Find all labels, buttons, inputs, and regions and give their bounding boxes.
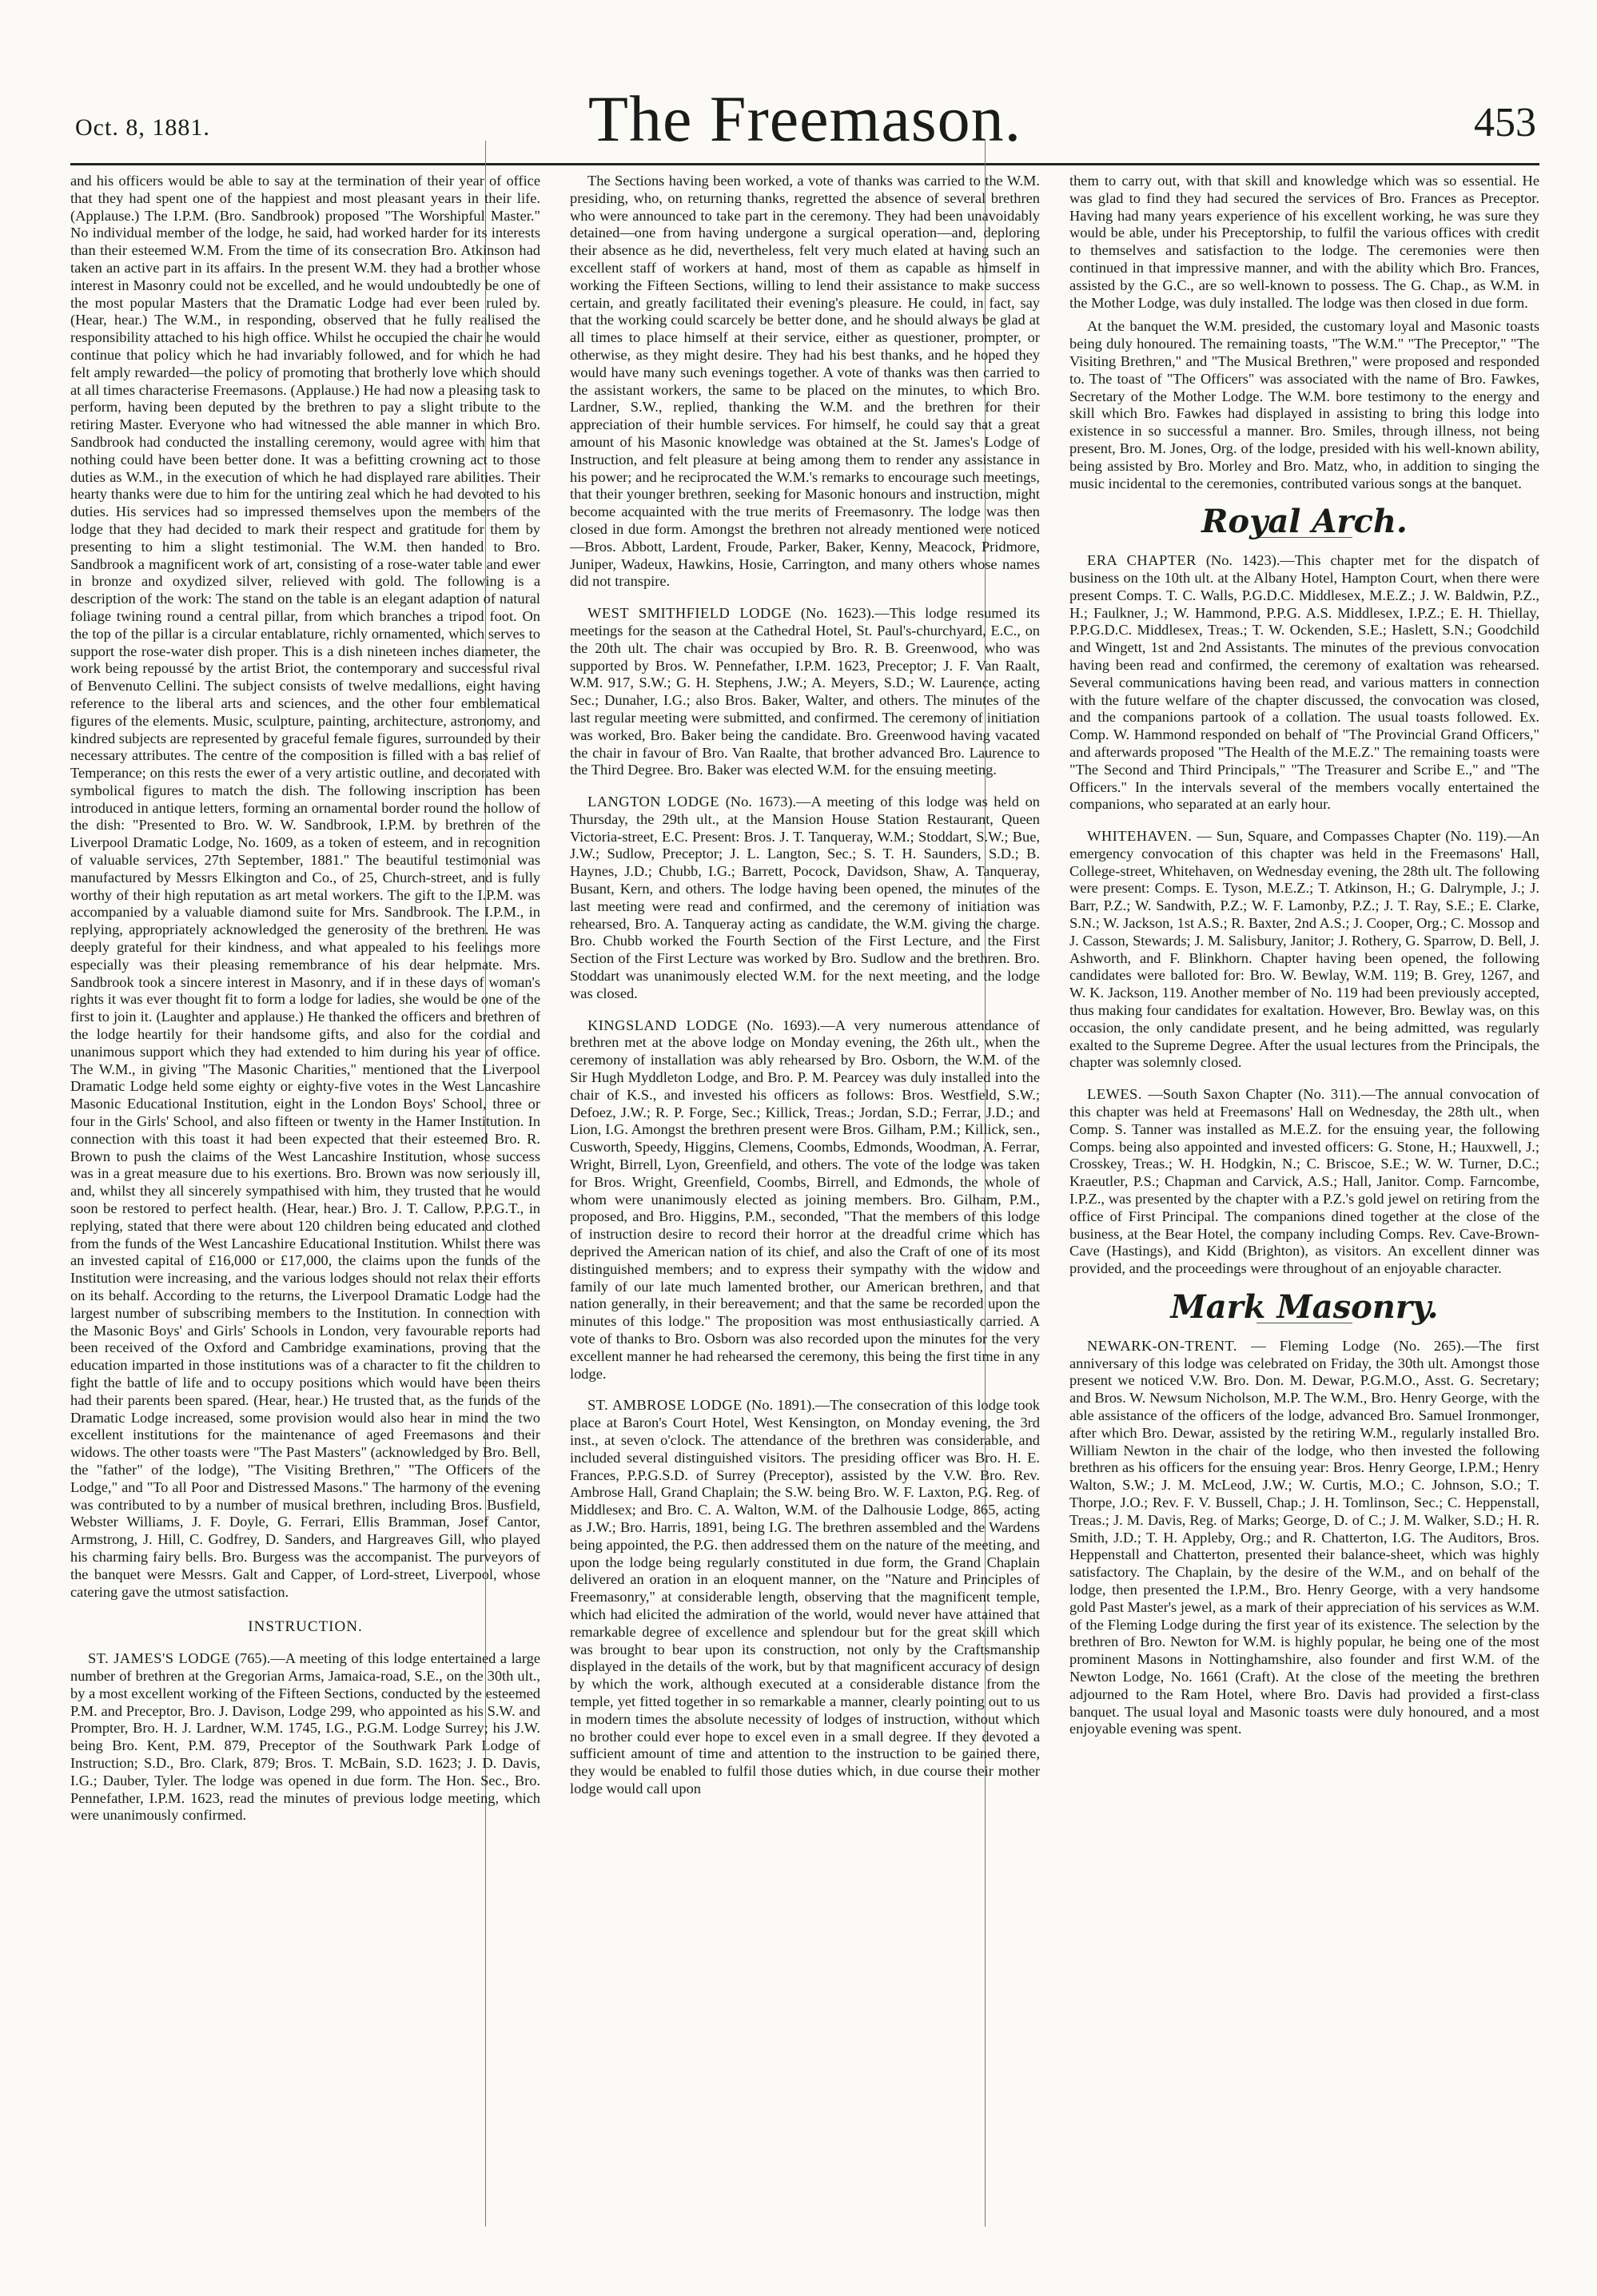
lodge-report [570, 794, 1040, 1003]
section-heading-mark-masonry: Mark Masonry. [1170, 1288, 1439, 1327]
column-1 [70, 173, 540, 2258]
article-paragraph: At the banquet the W.M. presided, the customary loyal and Masonic toasts being duly honoured. The remaining toasts, "The W.M." "The Preceptor," "The Visiting Brethren," and "The Musical Brethren," were proposed and responded to. The toast of "The Officers" was associated with the name of Bro. Fawkes, Secretary of the Mother Lodge. The W.M. bore testimony to the energy and skill which Bro. Fawkes had displayed in assisting to bring this lodge into existence in so successful a manner. Bro. Smiles, through illness, not being present, Bro. M. Jones, Org. of the lodge, presided with his well-known ability, being assisted by Bro. Morley and Bro. Matz, who, in addition to singing the music incidental to the ceremonies, contributed various songs at the banquet. [1069, 318, 1539, 491]
lodge-text: — Fleming Lodge (No. 265).—The first anniversary of this lodge was celebrated on Friday, the 30th ult. Amongst those present we noticed V.W. Bro. Don. M. Dewar, P.G.M.O., Asst. G. Secretary; and Bros. W. Newsum Nicholson, M.P. The W.M., Bro. Henry George, with the able assistance of the officers of the lodge, advanced Bro. Samuel Ironmonger, after which Bro. Dewar, assisted by the retiring W.M., regularly installed Bro. William Newton in the chair of the lodge, who then invested the following brethren as his officers for the ensuing year: Bros. Henry George, I.P.M.; Henry Walton, S.W.; J. M. McLeod, J.W.; W. Curtis, M.O.; C. Johnson, S.O.; T. Thorpe, J.O.; Rev. F. V. Bussell, Chap.; J. H. Tomlinson, Sec.; C. Heppenstall, Treas.; J. M. Davis, Reg. of Marks; George, D. of C.; J. M. Walker, S.D.; H. R. Smith, J.D.; T. H. Appleby, Org.; and R. Chatterton, I.G. The Auditors, Bros. Heppenstall and Chatterton, presented their balance-sheet, which was highly satisfactory. The Chaplain, by the desire of the W.M., and on behalf of the lodge, then presented the I.P.M., Bro. Henry George, with a very handsome gold Past Master's jewel, as a mark of their appreciation of his services as W.M. of the Fleming Lodge during the first year of its existence. The selection by the brethren of Bro. Newton for W.M. is highly popular, he being one of the most prominent Masons in Nottinghamshire, also founder and first W.M. of the Newton Lodge, No. 1661 (Craft). At the close of the meeting the brethren adjourned to the Ram Hotel, where Bro. Davis had provided a first-class banquet. The usual loyal and Masonic toasts were duly honoured, and a most enjoyable evening was spent. [1069, 1337, 1539, 1737]
lodge-name: ST. JAMES'S LODGE [88, 1650, 231, 1667]
masthead [70, 32, 1539, 155]
lodge-text: (No. 1891).—The consecration of this lodge took place at Baron's Court Hotel, West Kensington, on Monday evening, the 3rd inst., at seven o'clock. The attendance of the brethren was considerable, and included several distinguished visitors. The presiding officer was Bro. H. E. Frances, P.P.G.S.D. of Surrey (Preceptor), assisted by the V.W. Bro. Rev. Ambrose Hall, Grand Chaplain; the S.W. being Bro. W. F. Laxton, P.G. Reg. of Middlesex; and Bro. C. A. Walton, W.M. of the Dalhousie Lodge, 865, acting as J.W.; Bro. Harris, 1891, being I.G. The brethren assembled and the Wardens being appointed, the P.G. then addressed them on the nature of the meeting, and upon the lodge being regularly constituted in due form, the Grand Chaplain delivered an oration in an eloquent manner, on the "Nature and Principles of Freemasonry," at considerable length, observing that the magnificent temple, which had elicited the admiration of the world, would never have attained that remarkable degree of excellence and splendour but for the great skill which was brought to bear upon its construction, not only by the Craftsmanship displayed in the details of the work, but by that magnificent accuracy of design by which the work, although executed at a considerable distance from the temple, yet fitted together in so remarkable a manner, clearly pointing out to us in modern times the absolute necessity of lodges of instruction, without which no brother could ever hope to excel even in a small degree. If they devoted a sufficient amount of time and attention to the instruction to be gained there, they would be enabled to fulfil those duties which, in due course their mother lodge would call upon [570, 1397, 1040, 1797]
article-paragraph: and his officers would be able to say at the termination of their year of office that they had spent one of the happiest and most pleasant years in their life. (Applause.) The I.P.M. (Bro. Sandbrook) proposed "The Worshipful Master." No individual member of the lodge, he said, had worked harder for its interests than their esteemed W.M. From the time of its consecration Bro. Atkinson had taken an active part in its affairs. In the present W.M. they had a brother whose interest in Masonry could not be excelled, and he would undoubtedly be one of the most popular Masters that the Dramatic Lodge had ever been ruled by. (Hear, hear.) The W.M., in responding, observed that he fully realised the responsibility attached to his high office. Whilst he occupied the chair he would continue that policy which he had invariably followed, and for which he had felt amply rewarded—the policy of promoting that brotherly love which should at all times characterise Freemasons. (Applause.) He had now a pleasing task to perform, having been deputed by the brethren to pay a slight tribute to the retiring Master. Everyone who had witnessed the able manner in which Bro. Sandbrook had conducted the installing ceremony, would agree with him that nothing could have been better done. It was a befitting crowning act to those duties as W.M., in the execution of which he had displayed rare abilities. Their hearty thanks were due to him for the untiring zeal which he had devoted to his duties. His services had so impressed themselves upon the members of the lodge that they had decided to mark their respect and gratitude for them by presenting to him a slight testimonial. The W.M. then handed to Bro. Sandbrook a magnificent work of art, consisting of a rose-water table and ewer in bronze and oxydized silver, relieved with gold. The following is a description of the work: The stand on the table is an elegant adaption of natural foliage twining round a central pillar, from which branches a tripod foot. On the top of the pillar is a circular entablature, richly ornamented, which serves to support the rose-water dish proper. This is a dish nineteen inches diameter, the work being repoussé by the artist Briot, the contemporary and successful rival of Benvenuto Cellini. The subject consists of twelve medallions, eight having reference to the liberal arts and sciences, and the other four emblematical figures of the elements. Music, sculpture, painting, architecture, astronomy, and kindred subjects are represented by graceful female figures, surrounded by their necessary attributes. The centre of the composition is filled with a bas relief of Temperance; on this rests the ewer of a very artistic outline, and decorated with symbolical figures to match the dish. The following inscription has been introduced in antique letters, forming an ornamental border round the hollow of the dish: "Presented to Bro. W. W. Sandbrook, I.P.M. by brethren of the Liverpool Dramatic Lodge, No. 1609, as a token of esteem, and in recognition of valuable services, 27th September, 1881." The beautiful testimonial was manufactured by Messrs Elkington and Co., of 25, Church-street, and is fully worthy of their high reputation as art metal workers. The gift to the I.P.M. was accompanied by a valuable diamond suite for Mrs. Sandbrook. The I.P.M., in replying, appropriately acknowledged the generosity of the brethren. He was deeply grateful for their kindness, and what appealed to his feelings more especially was their pleasing remembrance of his dear helpmate. Mrs. Sandbrook took a sincere interest in Masonry, and if in these days of woman's rights it was ever thought fit to form a lodge for ladies, she would be one of the first to join it. (Laughter and applause.) He thanked the officers and brethren of the lodge heartily for their handsome gifts, and also for the cordial and unanimous support which they had extended to him during his year of office. The W.M., in giving "The Masonic Charities," mentioned that the Liverpool Dramatic Lodge held some eighty or eighty-five votes in the West Lancashire Masonic Educational Institution, eight in the London Boys' School, three or four in the Girls' School, and also fifteen or twenty in the Hamer Institution. In connection with this toast it had been expected that their esteemed Bro. R. Brown to push the claims of the West Lancashire Institution, whose success was in a great measure due to his exertions. Bro. Brown was now seriously ill, and, whilst they all sincerely sympathised with him, they trusted that he would soon be restored to perfect health. (Hear, hear.) Bro. J. T. Callow, P.P.G.T., in replying, stated that there were about 120 children being educated and clothed from the funds of the West Lancashire Educational Institution. Whilst there was an invested capital of £16,000 or £17,000, the claims upon the funds of the Institution were increasing, and the various lodges should not relax their efforts on its behalf. According to the returns, the Liverpool Dramatic Lodge had the largest number of subscribing members to the Institution. In connection with the Masonic Boys' and Girls' Schools in London, very favourable reports had been received of the Oxford and Cambridge examinations, proving that the education imparted in those institutions was of a character to fit the children to fight the battle of life and to occupy positions which would have been theirs had their parents been spared. (Hear, hear.) He trusted that, as the funds of the Dramatic Lodge increased, some provision would also hear in mind the two excellent institutions for the maintenance of aged Freemasons and their widows. The other toasts were "The Past Masters" (acknowledged by Bro. Bell, the "father" of the lodge), "The Visiting Brethren," "The Officers of the Lodge," and "To all Poor and Distressed Masons." The harmony of the evening was contributed to by a number of musical brethren, including Bros. Busfield, Webster Williams, J. F. Doyle, G. Ferrari, Ellis Bramman, Josef Cantor, Armstrong, J. Hill, C. Godfrey, D. Sanders, and Hargreaves Gill, who played his charming fairy bells. Bro. Burgess was the accompanist. The purveyors of the banquet were Messrs. Galt and Capper, of Lord-street, Liverpool, whose catering gave the utmost satisfaction. [70, 173, 540, 1600]
lodge-text: (No. 1693).—A very numerous attendance of brethren met at the above lodge on Monday evening, the 26th ult., when the ceremony of installation was ably rehearsed by Bro. Osborn, the W.M. of the Sir Hugh Myddleton Lodge, and Bro. P. M. Pearcey was duly installed into the chair of K.S., and invested his officers as follows: Bros. Westfield, S.W.; Defoez, J.W.; R. P. Forge, Sec.; Killick, Treas.; Jordan, S.D.; Ferrar, J.D.; and Lion, I.G. Amongst the brethren present were Bros. Gilham, P.M.; Killick, sen., Cusworth, Speedy, Higgins, Clemens, Coombs, Edmonds, Woodman, A. Ferrar, Wright, Birrell, Lyon, Greenfield, and others. The vote of the lodge was taken for Bros. Wright, Greenfield, Coombs, Birrell, and Edmonds, the whole of whom were unanimously elected as joining members. Bro. Gilham, P.M., proposed, and Bro. Higgins, P.M., seconded, "That the members of this lodge of instruction desire to record their horror at the dreadful crime which has deprived the American nation of its chief, and also the Craft of one of its most distinguished members; and to express their sympathy with the widow and family of our late much lamented brother, our American brethren, and that nation generally, in their bereavement; and that the same be recorded upon the minutes of this lodge." The proposition was most enthusiastically carried. A vote of thanks to Bro. Osborn was also recorded upon the minutes for the very excellent manner he had rehearsed the ceremony, this being the first time in any lodge. [570, 1017, 1040, 1382]
issue-date: Oct. 8, 1881. [75, 114, 210, 141]
chapter-name: WHITEHAVEN. [1087, 828, 1193, 845]
masthead-rule [70, 163, 1539, 165]
lodge-name: NEWARK-ON-TRENT. [1087, 1337, 1237, 1354]
chapter-report [1069, 828, 1539, 1072]
lodge-name: WEST SMITHFIELD LODGE [587, 605, 792, 622]
chapter-report [1069, 1086, 1539, 1278]
lodge-text: (765).—A meeting of this lodge entertained a large number of brethren at the Gregorian Arms, Jamaica-road, S.E., on the 30th ult., by a most excellent working of the Fifteen Sections, conducted by the esteemed P.M. and Preceptor, Bro. J. Davison, Lodge 299, who appointed as his S.W. and Prompter, Bro. H. J. Lardner, W.M. 1745, I.G., P.G.M. Lodge Surrey; his J.W. being Bro. Kent, P.M. 879, Preceptor of the Southwark Park Lodge of Instruction; S.D., Bro. Clark, 879; Bros. T. McBain, S.D. 1623; J. D. Davis, I.G.; Dauber, Tyler. The lodge was opened in due form. The Hon. Sec., Bro. Pennefather, I.P.M. 1623, read the minutes of previous lodge meeting, which were unanimously confirmed. [70, 1650, 540, 1824]
lodge-report [570, 605, 1040, 779]
lodge-text: (No. 1673).—A meeting of this lodge was held on Thursday, the 29th ult., at the Mansion House Station Restaurant, Queen Victoria-street, E.C. Present: Bros. J. T. Tanqueray, W.M.; Stoddart, S.W.; Bue, J.W.; Sudlow, Preceptor; J. L. Langton, Sec.; S. T. H. Saunders, S.D.; B. Haynes, J.D.; Chubb, I.G.; Barrett, Pocock, Davidson, Shaw, A. Tanqueray, Busant, Kern, and others. The lodge having been opened, the minutes of the last meeting were read and confirmed, and the ceremony of initiation was rehearsed, Bro. A. Tanqueray acting as candidate, the W.M. giving the charge. Bro. Chubb worked the Fourth Section of the First Lecture, and the First Section of the First Lecture was worked by Bro. Sudlow and the brethren. Bro. Stoddart was unanimously elected W.M. for the next meeting, and the lodge was closed. [570, 794, 1040, 1001]
chapter-text: —South Saxon Chapter (No. 311).—The annual convocation of this chapter was held at Freemasons' Hall on Wednesday, the 28th ult., when Comp. S. Tanner was installed as M.E.Z. for the ensuing year, the following Comps. being also appointed and invested officers: G. Stone, H.; Hauxwell, J.; Crosskey, Treas.; W. H. Hodgkin, N.; C. Briscoe, S.E.; W. W. Turner, D.C.; Kraeutler, P.S.; Chapman and Carvick, A.S.; Hall, Janitor. Comp. Farncombe, I.P.Z., was presented by the chapter with a P.Z.'s gold jewel on retiring from the office of First Principal. The companions dined together at the close of the business, at the Bear Hotel, the company including Comps. Rev. Cave-Brown-Cave (Hastings), and Kidd (Brighton), as visitors. An excellent dinner was provided, and the proceedings were throughout of an enjoyable character. [1069, 1086, 1539, 1277]
article-paragraph: them to carry out, with that skill and knowledge which was so essential. He was glad to find they had secured the services of Bro. Frances as Preceptor. Having had many years experience of his excellent working, he was sure they would be able, under his Preceptorship, to fulfil the various offices with credit to themselves and satisfaction to the lodge. The ceremonies were then continued in that impressive manner, and with the ability which Bro. Frances, assisted by the G.C., are so well-known to possess. The G. Chap., as W.M. in the Mother Lodge, was duly installed. The lodge was then closed in due form. [1069, 173, 1539, 311]
column-2 [570, 173, 1040, 2258]
lodge-name: LANGTON LODGE [587, 794, 720, 810]
chapter-name: LEWES. [1087, 1086, 1142, 1103]
article-columns [70, 173, 1539, 2258]
chapter-report [1069, 552, 1539, 814]
chapter-text: (No. 1423).—This chapter met for the dispatch of business on the 10th ult. at the Albany Hotel, Hampton Court, when there were present Comps. T. C. Walls, P.G.D.C. Middlesex, M.E.Z.; J. W. Baldwin, P.Z., H.; Faulkner, J.; W. Hammond, P.P.G. A.S. Middlesex, I.P.Z.; E. H. Thiellay, P.P.G.D.C. Middlesex, Treas.; T. W. Ockenden, S.E.; Haslett, S.N.; Goodchild and Wingett, 1st and 2nd Assistants. The minutes of the previous convocation having been read and confirmed, the ceremony of exaltation was rehearsed. Several communications having been read, and various matters in connection with the future welfare of the chapter discussed, the convocation was closed, and the companions partook of a collation. The usual toasts followed. Ex. Comp. W. Hammond responded on behalf of "The Provincial Grand Officers," and afterwards proposed "The Health of the M.E.Z." The remaining toasts were "The Second and Third Principals," "The Treasurer and Scribe E.," and "The Officers." In the intervals several of the members vocally entertained the companions, who separated at an early hour. [1069, 552, 1539, 813]
lodge-report [570, 1017, 1040, 1383]
lodge-name: KINGSLAND LODGE [587, 1017, 739, 1033]
lodge-report [570, 1397, 1040, 1797]
lodge-text: (No. 1623).—This lodge resumed its meetings for the season at the Cathedral Hotel, St. Paul's-churchyard, E.C., on the 20th ult. The chair was occupied by Bro. R. B. Greenwood, who was supported by Bros. W. Pennefather, I.P.M. 1623, Preceptor; J. F. Van Raalt, W.M. 917, S.W.; G. H. Stephens, J.W.; A. Meyers, S.D.; W. Laurence, acting Sec.; Dunaher, I.G.; also Bros. Baker, Walter, and others. The minutes of the last regular meeting were submitted, and confirmed. The ceremony of initiation was worked, Bro. Baker being the candidate. Bro. Greenwood having vacated the chair in favour of Bro. Van Raalte, that brother advanced Bro. Laurence to the Third Degree. Bro. Baker was elected W.M. for the ensuing meeting. [570, 605, 1040, 778]
lodge-name: ST. AMBROSE LODGE [587, 1397, 743, 1414]
newspaper-title: The Freemason. [587, 82, 1022, 155]
chapter-name: ERA CHAPTER [1087, 552, 1197, 569]
page-number: 453 [1474, 100, 1536, 145]
section-heading-royal-arch: Royal Arch. [1201, 503, 1408, 541]
article-paragraph: The Sections having been worked, a vote of thanks was carried to the W.M. presiding, who, on returning thanks, regretted the absence of several brethren who were announced to take part in the ceremony. They had been unavoidably detained—one from having undergone a surgical operation—and, deploring their absence as he did, nevertheless, felt very much elated at having such an excellent staff of workers at hand, most of them as capable as himself in working the Fifteen Sections, willing to lend their assistance to make success certain, and greatly facilitated their evening's pleasure. He could, in fact, say that the working could scarcely be better done, and he should always be glad at all times to place himself at their service, either as questioner, prompter, or otherwise, as they might desire. They had his best thanks, and he hoped they would have many such evenings together. A vote of thanks was then carried to the assistant workers, the same to be placed on the minutes, to which Bro. Lardner, S.W., replied, thanking the W.M. and the brethren for their appreciation of their humble services. For himself, he could say that a great amount of his Masonic knowledge was obtained at the St. James's Lodge of Instruction, and felt pleasure at being among them to render any assistance in his power; and he reciprocated the W.M.'s remarks to encourage such meetings, that their younger brethren, seeking for Masonic honours and instruction, might become acquainted with the true merits of Freemasonry. The lodge was then closed in due form. Amongst the brethren not already mentioned were noticed—Bros. Abbott, Lardent, Froude, Parker, Baker, Kenny, Meacock, Pridmore, Juniper, Wadeux, Hawkins, Hosie, Carrington, and many others whose names did not transpire. [570, 173, 1040, 590]
lodge-report [70, 1650, 540, 1824]
column-3 [1069, 173, 1539, 2258]
section-heading-instruction: INSTRUCTION. [248, 1618, 363, 1636]
lodge-report [1069, 1338, 1539, 1738]
chapter-text: — Sun, Square, and Compasses Chapter (No. 119).—An emergency convocation of this chapter was held in the Freemasons' Hall, College-street, Whitehaven, on Wednesday evening, the 28th ult. The following were present: Comps. E. Tyson, M.E.Z.; T. Atkinson, H.; G. Dalrymple, J.; J. Barr, P.Z.; W. Sandwith, P.Z.; W. F. Lamonby, P.Z.; J. T. Ray, S.E.; E. Clarke, S.N.; W. Jackson, 1st A.S.; R. Baxter, 2nd A.S.; J. Cooper, Org.; C. Mossop and J. Casson, Stewards; J. M. Salisbury, Janitor; J. Rothery, G. Sparrow, D. Bell, J. Ashworth, and F. Blinkhorn. Chapter having been opened, the following candidates were balloted for: Bro. W. Bewlay, W.M. 119; B. Grey, 1267, and W. K. Jackson, 119. Another member of No. 119 had been previously accepted, thus making four candidates for exaltation. However, Bro. Bewlay was, on this occasion, the only candidate present, and he being admitted, was regularly exalted to the Supreme Degree. After the usual lectures from the Principals, the chapter was solemnly closed. [1069, 828, 1539, 1071]
